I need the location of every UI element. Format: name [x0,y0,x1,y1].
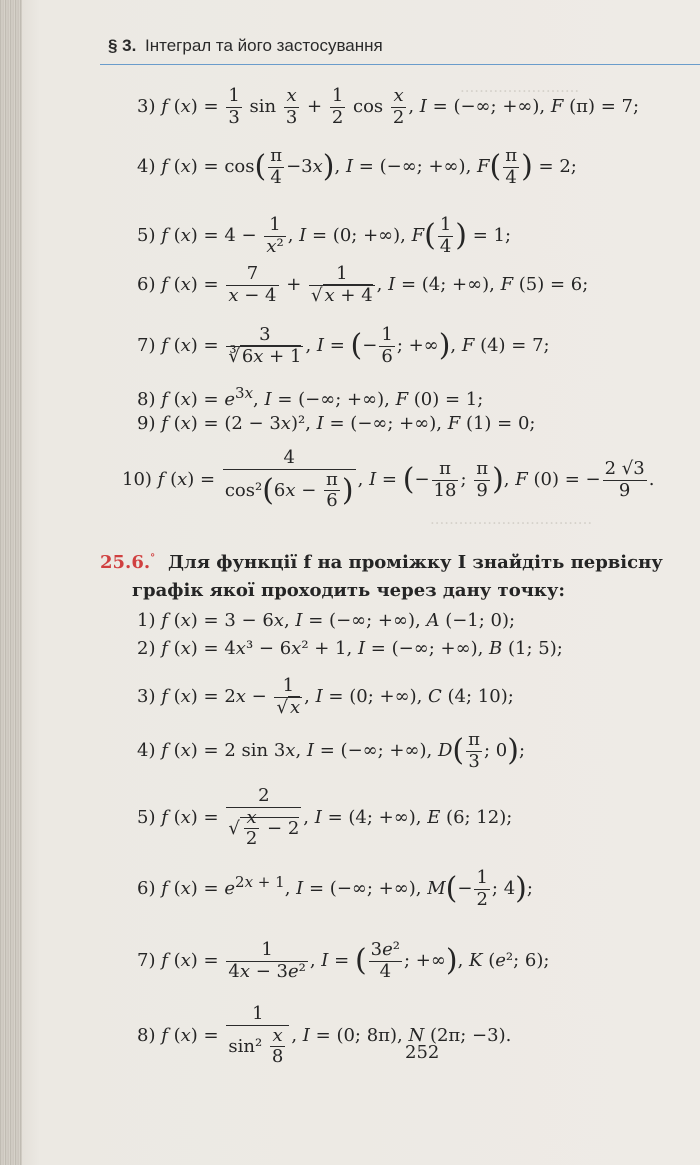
problem-number: 2) [137,638,156,659]
task-statement-line2: графік якої проходить через дану точку: [132,580,566,601]
problem-b-6: 6) f $(x) = e^{2x + 1}$, I = (−∞; +∞), M(− $\frac{1}{2}$ ; 4); [137,867,533,910]
problem-number: 8) [137,389,156,410]
problem-number: 4) [137,740,156,762]
page-number: 252 [405,1042,440,1063]
problem-number: 8) [137,1025,156,1047]
problem-b-4: 4) f (x) = 2 sin 3x, I = (−∞; +∞), D( $\frac{\pi}{3}$ ; 0); [137,729,526,772]
section-title: Інтеграл та його застосування [145,36,383,55]
problem-number: 7) [137,335,156,357]
page-stack-edge [0,0,22,1165]
problem-number: 4) [137,156,156,178]
problem-a-6: 6) f (x) = $\frac{7}{x - 4}$ + $\frac{1}{√ x + 4}$ , I = (4; +∞), F (5) = 6; [137,263,589,306]
problem-a-8: 8) f $(x) = e^{3x}$, I = (−∞; +∞), F (0) = 1; [137,384,484,410]
problem-a-7: 7) f (x) = $\frac{3}{∛ 6x + 1}$ , I = (− $\frac{1}{6}$ ; +∞), F (4) = 7; [137,324,550,367]
problem-b-2: 2) f (x) = 4x³ − 6x² + 1, I = (−∞; +∞), B (1; 5); [137,638,563,659]
problem-number: 7) [137,950,156,972]
problem-a-9: 9) f (x) = (2 − 3x)², I = (−∞; +∞), F (1) = 0; [137,413,536,434]
problem-b-5: 5) f (x) = 2 √ $\frac{x}{2}$ − 2 , I = (4; +∞), E (6; 12); [137,785,513,850]
task-statement-line1: Для функції f на проміжку I знайдіть первісну [168,552,663,573]
problem-a-10: 10) f (x) = 4 cos²(6x − $\frac{\pi}{6}$ ) , I = (− $\frac{\pi}{18}$ ; $\frac{\pi}{9}$ ), F (0) = − $\frac{2 √3}{9}$ . [122,447,655,512]
problem-b-7: 7) f (x) = $\frac{1}{\text{4x − 3e²}}$ , I = ( $\frac{\text{3e²}}{4}$ ; +∞), K (e²; 6); [137,939,550,982]
problem-number: 6) [137,878,156,900]
bleed-through-text: ......................... [460,78,580,96]
running-header [100,32,700,65]
task-number: 25.6.° [100,552,156,573]
problem-number: 5) [137,225,156,247]
problem-number: 6) [137,274,156,296]
problem-b-3: 3) f (x) = 2x − $\frac{1}{√ x}$ , I = (0; +∞), C (4; 10); [137,675,514,718]
problem-b-1: 1) f (x) = 3 − 6x, I = (−∞; +∞), A (−1; 0); [137,610,516,631]
problem-a-3: 3) f (x) = $\frac{1}{3}$ sin $\frac{x}{3}$ + $\frac{1}{2}$ cos $\frac{x}{2}$ , I = (−∞; +∞), F (π) = 7; [137,85,640,128]
problem-number: 10) [122,469,152,491]
problem-number: 3) [137,686,156,708]
problem-number: 9) [137,413,156,434]
problem-a-4: 4) f (x) = cos( $\frac{\pi}{4}$ −3x), I = (−∞; +∞), F( $\frac{\pi}{4}$ ) = 2; [137,145,577,188]
section-number: § 3. [108,36,137,55]
problem-number: 5) [137,807,156,829]
problem-number: 3) [137,96,156,118]
bleed-through-text: .................................. [430,510,593,528]
problem-a-5: 5) f (x) = 4 − $\frac{1}{\text{x²}}$ , I = (0; +∞), F( $\frac{1}{4}$ ) = 1; [137,214,512,257]
problem-number: 1) [137,610,156,631]
problem-b-8: 8) f (x) = 1 sin² $\frac{x}{8}$ , I = (0; 8π), N (2π; −3). [137,1003,512,1068]
